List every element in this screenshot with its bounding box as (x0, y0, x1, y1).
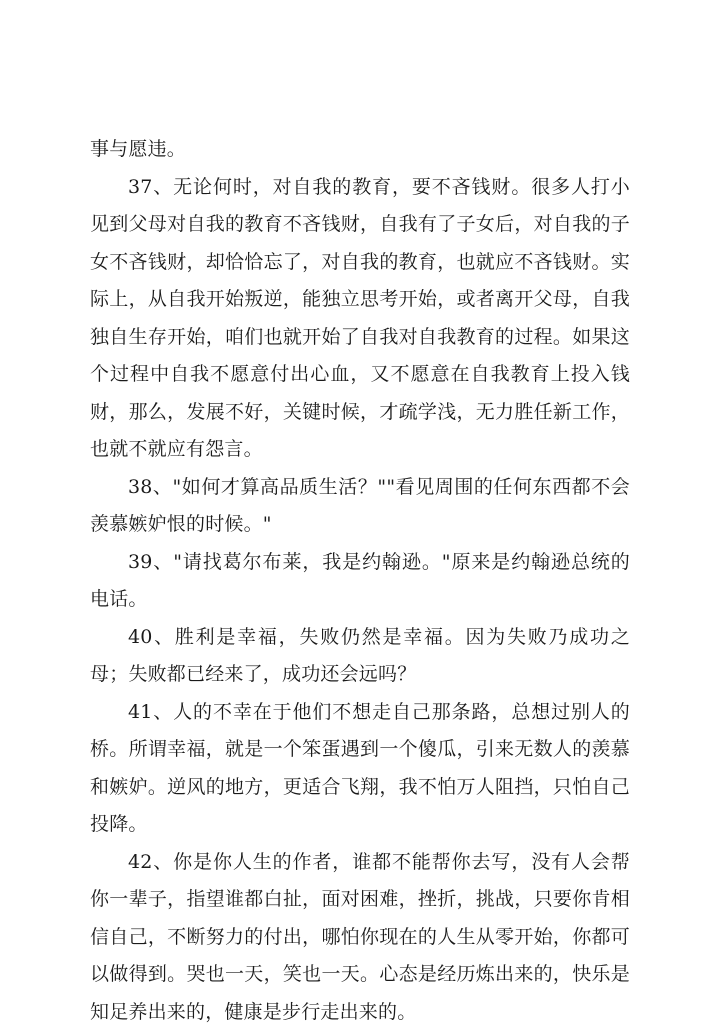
paragraph-41: 41、人的不幸在于他们不想走自己那条路，总想过别人的桥。所谓幸福，就是一个笨蛋遇到一个傻瓜，引来无数人的羡慕和嫉妒。逆风的地方，更适合飞翔，我不怕万人阻挡，只怕自己投降。 (90, 694, 630, 844)
paragraph-37: 37、无论何时，对自我的教育，要不吝钱财。很多人打小见到父母对自我的教育不吝钱财，自我有了子女后，对自我的子女不吝钱财，却恰恰忘了，对自我的教育，也就应不吝钱财。实际上，从自我开始叛逆，能独立思考开始，或者离开父母，自我独自生存开始，咱们也就开始了自我对自我教育的过程。如果这个过程中自我不愿意付出心血，又不愿意在自我教育上投入钱财，那么，发展不好，关键时候，才疏学浅，无力胜任新工作，也就不就应有怨言。 (90, 169, 630, 469)
paragraph-continuation: 事与愿违。 (90, 131, 630, 169)
paragraph-39: 39、"请找葛尔布莱，我是约翰逊。"原来是约翰逊总统的电话。 (90, 544, 630, 619)
paragraph-38: 38、"如何才算高品质生活？""看见周围的任何东西都不会羡慕嫉妒恨的时候。" (90, 469, 630, 544)
paragraph-42: 42、你是你人生的作者，谁都不能帮你去写，没有人会帮你一辈子，指望谁都白扯，面对困难，挫折，挑战，只要你肯相信自己，不断努力的付出，哪怕你现在的人生从零开始，你都可以做得到。哭也一天，笑也一天。心态是经历炼出来的，快乐是知足养出来的，健康是步行走出来的。 (90, 844, 630, 1031)
paragraph-40: 40、胜利是幸福，失败仍然是幸福。因为失败乃成功之母；失败都已经来了，成功还会远吗？ (90, 619, 630, 694)
